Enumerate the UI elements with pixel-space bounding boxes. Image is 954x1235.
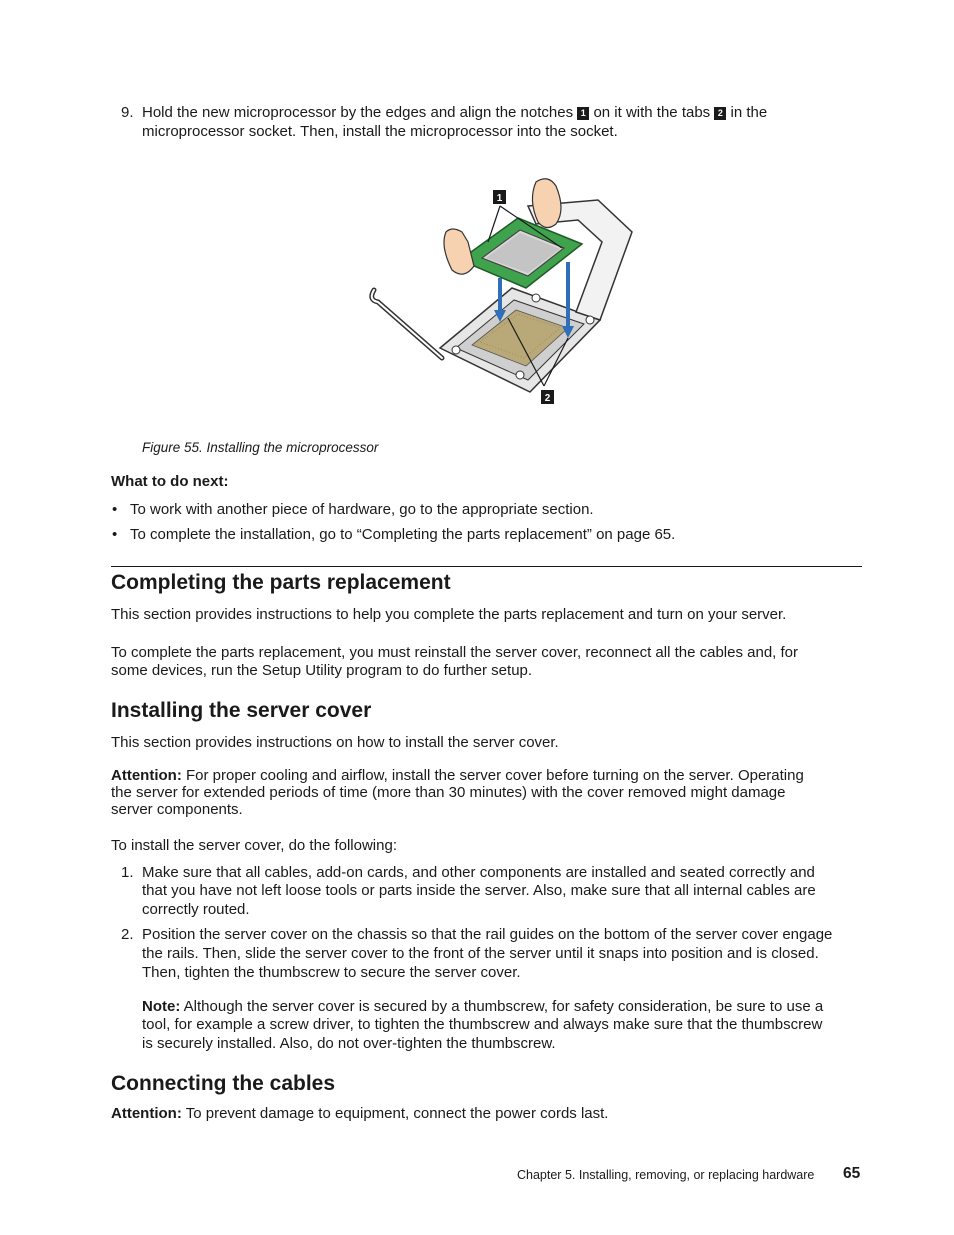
microprocessor-illustration <box>360 170 650 410</box>
cover-note-line-1-wrap <box>142 997 823 1016</box>
callout-2: 2 <box>714 107 726 120</box>
step-9-text-b: on it with the tabs <box>593 104 711 121</box>
figure-callout-1: 1 <box>496 193 503 204</box>
completing-paragraph-2-line-2: some devices, run the Setup Utility program to do further setup. <box>111 662 533 679</box>
cables-attention <box>111 1104 608 1123</box>
step-9-text-a: Hold the new microprocessor by the edges and align the notches <box>142 104 574 121</box>
attention-label: Attention: <box>111 1105 182 1122</box>
step-number: 1. <box>121 864 134 881</box>
bullet-dot: • <box>112 501 118 518</box>
cover-attention-line-1: For proper cooling and airflow, install the server cover before turning on the server. Operating <box>185 767 804 784</box>
step-9-text <box>142 103 864 141</box>
completing-paragraph-2-line-1: To complete the parts replacement, you must reinstall the server cover, reconnect all the cables and, for <box>111 644 799 661</box>
cover-step-1-line-2: that you have not left loose tools or parts inside the server. Also, make sure that all internal cables are <box>142 882 816 899</box>
bullet-dot: • <box>112 526 118 543</box>
cover-procedure-intro: To install the server cover, do the following: <box>111 837 397 854</box>
section-title-completing: Completing the parts replacement <box>111 571 451 594</box>
note-label: Note: <box>142 998 181 1015</box>
step-9-text-c: in the <box>730 104 768 121</box>
next-bullet-2: To complete the installation, go to “Completing the parts replacement” on page 65. <box>130 526 676 543</box>
cover-note-line-2: tool, for example a screw driver, to tighten the thumbscrew and always make sure that the thumbscrew <box>142 1016 823 1033</box>
finger-icon <box>532 179 561 228</box>
section-title-server-cover: Installing the server cover <box>111 699 372 722</box>
cover-note-line-1: Although the server cover is secured by a thumbscrew, for safety consideration, be sure to use a <box>183 998 824 1015</box>
completing-paragraph-1: This section provides instructions to help you complete the parts replacement and turn on your server. <box>111 606 787 623</box>
thumb-icon <box>444 229 474 274</box>
section-rule <box>111 566 862 567</box>
cover-intro: This section provides instructions on how to install the server cover. <box>111 734 559 751</box>
step-number: 9. <box>121 104 134 121</box>
cover-attention-line-3: server components. <box>111 801 243 818</box>
page-number: 65 <box>843 1165 861 1182</box>
cover-step-2-line-2: the rails. Then, slide the server cover to the front of the server until it snaps into position and is closed. <box>142 945 819 962</box>
figure-callout-2: 2 <box>544 393 551 404</box>
step-9-line-2: microprocessor socket. Then, install the microprocessor into the socket. <box>142 123 618 140</box>
cover-step-1-line-3: correctly routed. <box>142 901 250 918</box>
callout-1: 1 <box>577 107 589 120</box>
next-bullet-1: To work with another piece of hardware, go to the appropriate section. <box>130 501 594 518</box>
step-number: 2. <box>121 926 134 943</box>
what-to-do-next-heading: What to do next: <box>111 473 229 490</box>
cover-attention-line-2: the server for extended periods of time (more than 30 minutes) with the cover removed might damage <box>111 784 786 801</box>
cover-step-2-line-1: Position the server cover on the chassis so that the rail guides on the bottom of the server cover engage <box>142 926 833 943</box>
cover-step-1-line-1: Make sure that all cables, add-on cards, and other components are installed and seated correctly and <box>142 864 815 881</box>
cover-note-line-3: is securely installed. Also, do not over-tighten the thumbscrew. <box>142 1035 556 1052</box>
cover-step-2-line-3: Then, tighten the thumbscrew to secure the server cover. <box>142 964 521 981</box>
attention-label: Attention: <box>111 767 182 784</box>
figure-caption: Figure 55. Installing the microprocessor <box>142 440 379 455</box>
section-title-cables: Connecting the cables <box>111 1072 336 1095</box>
footer-chapter: Chapter 5. Installing, removing, or replacing hardware <box>517 1168 815 1182</box>
cables-attention-text: To prevent damage to equipment, connect the power cords last. <box>185 1105 609 1122</box>
